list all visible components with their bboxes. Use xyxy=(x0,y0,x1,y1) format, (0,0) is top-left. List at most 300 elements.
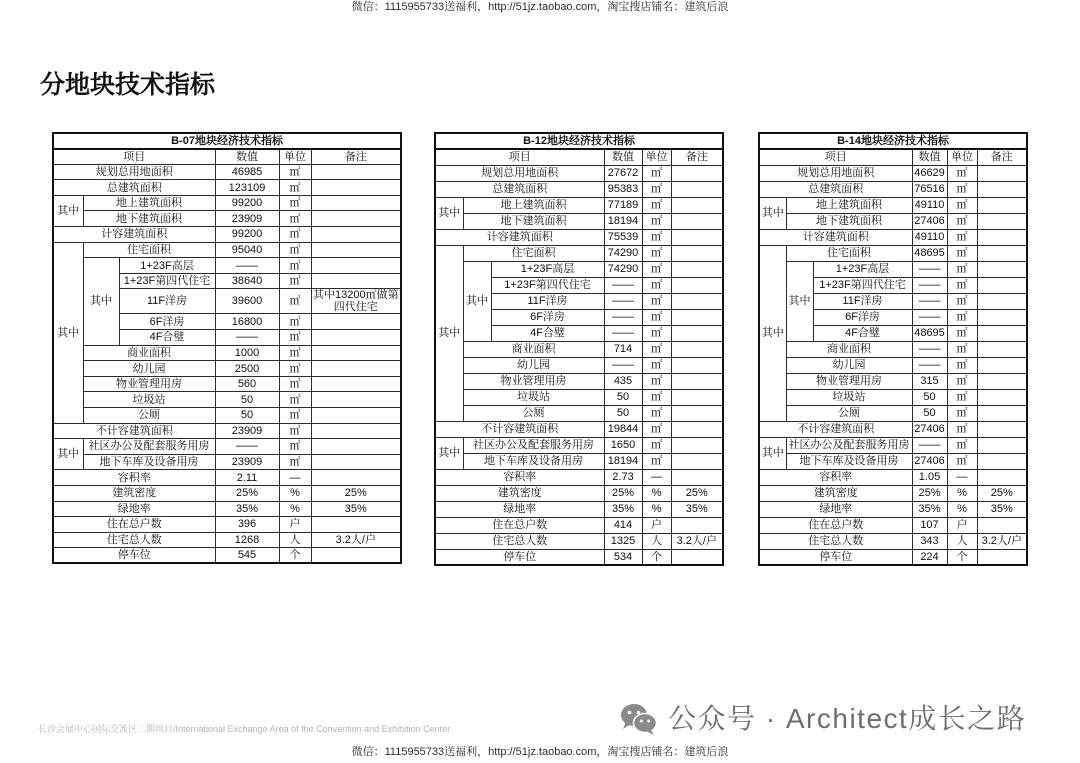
value-far-area: 99200 xyxy=(215,227,279,243)
unit-above-ground: ㎡ xyxy=(947,197,977,213)
value-refuse: 50 xyxy=(912,389,947,405)
row-label-garage: 地下车库及设备用房 xyxy=(786,453,912,469)
value-kindergarten: —— xyxy=(912,357,947,373)
table-row-property-mgmt xyxy=(53,376,401,392)
note-toilet xyxy=(977,405,1027,421)
table-row-households xyxy=(53,517,401,533)
value-property-mgmt: 560 xyxy=(215,376,279,392)
unit-commercial: ㎡ xyxy=(947,341,977,357)
table-row-population xyxy=(435,533,723,549)
value-households: 107 xyxy=(912,517,947,533)
unit-far-area: ㎡ xyxy=(642,229,671,245)
row-label-households: 住在总户数 xyxy=(435,517,604,533)
value-parking: 545 xyxy=(215,548,279,564)
note-residential xyxy=(671,245,723,261)
unit-toilet: ㎡ xyxy=(642,405,671,421)
table-row-non-far-area xyxy=(759,421,1027,437)
row-label-far-area: 计容建筑面积 xyxy=(435,229,604,245)
note-gross-area xyxy=(311,180,401,196)
table-row-residential xyxy=(759,245,1027,261)
unit-villa11: ㎡ xyxy=(642,293,671,309)
note-far xyxy=(977,469,1027,485)
row-label-heyuan4: 4F合璧 xyxy=(491,325,604,341)
unit-density: % xyxy=(279,485,311,501)
unit-non-far-area: ㎡ xyxy=(279,423,311,439)
table-row-below-ground xyxy=(759,213,1027,229)
unit-highrise: ㎡ xyxy=(947,261,977,277)
row-label-heyuan4: 4F合璧 xyxy=(813,325,912,341)
unit-below-ground: ㎡ xyxy=(642,213,671,229)
unit-garage: ㎡ xyxy=(642,453,671,469)
table-row-kindergarten xyxy=(759,357,1027,373)
group-label-outer: 其中 xyxy=(759,197,786,229)
value-above-ground: 99200 xyxy=(215,195,279,211)
table-row-below-ground xyxy=(53,211,401,227)
row-label-property-mgmt: 物业管理用房 xyxy=(83,376,215,392)
table-row-above-ground xyxy=(759,197,1027,213)
note-parking xyxy=(311,548,401,564)
header-unit: 单位 xyxy=(279,149,311,165)
note-highrise xyxy=(977,261,1027,277)
indicator-table xyxy=(52,132,402,564)
value-toilet: 50 xyxy=(912,405,947,421)
table-row-green xyxy=(759,501,1027,517)
table-row-kindergarten xyxy=(435,357,723,373)
table-row-refuse xyxy=(53,392,401,408)
table-row-households xyxy=(435,517,723,533)
row-label-villa11: 11F洋房 xyxy=(491,293,604,309)
value-population: 343 xyxy=(912,533,947,549)
value-gen4: 38640 xyxy=(215,273,279,289)
unit-population: 人 xyxy=(947,533,977,549)
unit-toilet: ㎡ xyxy=(279,408,311,424)
note-gen4 xyxy=(671,277,723,293)
value-gross-area: 76516 xyxy=(912,181,947,197)
row-label-site-area: 规划总用地面积 xyxy=(53,164,215,180)
table-b07-indicators xyxy=(52,132,402,564)
note-community xyxy=(671,437,723,453)
table-row-highrise xyxy=(435,261,723,277)
table-title-row xyxy=(53,133,401,149)
row-label-residential: 住宅面积 xyxy=(83,242,215,258)
unit-garage: ㎡ xyxy=(947,453,977,469)
value-garage: 27406 xyxy=(912,453,947,469)
unit-refuse: ㎡ xyxy=(642,389,671,405)
unit-kindergarten: ㎡ xyxy=(642,357,671,373)
note-households xyxy=(671,517,723,533)
group-label-outer: 其中 xyxy=(435,197,463,229)
table-row-far xyxy=(435,469,723,485)
unit-villa6: ㎡ xyxy=(279,314,311,330)
table-row-far-area xyxy=(53,227,401,243)
table-row-toilet xyxy=(53,408,401,424)
table-row-non-far-area xyxy=(435,421,723,437)
table-row-far xyxy=(759,469,1027,485)
row-label-toilet: 公厕 xyxy=(786,405,912,421)
table-row-site-area xyxy=(759,165,1027,181)
row-label-below-ground: 地下建筑面积 xyxy=(786,213,912,229)
note-commercial xyxy=(311,345,401,361)
note-parking xyxy=(977,549,1027,565)
row-label-far: 容积率 xyxy=(53,470,215,486)
note-gen4 xyxy=(311,273,401,289)
row-label-above-ground: 地上建筑面积 xyxy=(83,195,215,211)
unit-toilet: ㎡ xyxy=(947,405,977,421)
table-row-green xyxy=(435,501,723,517)
row-label-commercial: 商业面积 xyxy=(786,341,912,357)
row-label-kindergarten: 幼儿园 xyxy=(83,361,215,377)
note-villa11 xyxy=(671,293,723,309)
row-label-kindergarten: 幼儿园 xyxy=(463,357,604,373)
note-toilet xyxy=(311,408,401,424)
table-row-community xyxy=(435,437,723,453)
value-villa6: —— xyxy=(604,309,642,325)
unit-commercial: ㎡ xyxy=(642,341,671,357)
note-households xyxy=(311,517,401,533)
row-label-residential: 住宅面积 xyxy=(463,245,604,261)
note-commercial xyxy=(671,341,723,357)
note-heyuan4 xyxy=(671,325,723,341)
unit-green: % xyxy=(279,501,311,517)
row-label-kindergarten: 幼儿园 xyxy=(786,357,912,373)
note-far-area xyxy=(311,227,401,243)
note-garage xyxy=(311,454,401,470)
indicator-table xyxy=(434,132,724,566)
table-b12-indicators xyxy=(434,132,724,566)
table-row-far-area xyxy=(435,229,723,245)
value-kindergarten: —— xyxy=(604,357,642,373)
note-villa11: 其中13200㎡做第四代住宅 xyxy=(311,289,401,314)
note-refuse xyxy=(311,392,401,408)
note-population: 3.2人/户 xyxy=(977,533,1027,549)
value-site-area: 46629 xyxy=(912,165,947,181)
row-label-households: 住在总户数 xyxy=(759,517,912,533)
table-header-row xyxy=(53,149,401,165)
unit-villa6: ㎡ xyxy=(947,309,977,325)
unit-far-area: ㎡ xyxy=(279,227,311,243)
note-refuse xyxy=(671,389,723,405)
unit-community: ㎡ xyxy=(642,437,671,453)
unit-residential: ㎡ xyxy=(947,245,977,261)
row-label-parking: 停车位 xyxy=(759,549,912,565)
table-header-row xyxy=(435,149,723,165)
row-label-population: 住宅总人数 xyxy=(759,533,912,549)
table-row-gross-area xyxy=(435,181,723,197)
unit-community: ㎡ xyxy=(279,439,311,455)
note-property-mgmt xyxy=(311,376,401,392)
header-unit: 单位 xyxy=(947,149,977,165)
note-site-area xyxy=(671,165,723,181)
unit-green: % xyxy=(642,501,671,517)
bottom-banner: 微信：1115955733送福利，http://51jz.taobao.com，淘宝搜店铺名：建筑后浪 xyxy=(351,746,729,758)
unit-far-area: ㎡ xyxy=(947,229,977,245)
row-label-far-area: 计容建筑面积 xyxy=(759,229,912,245)
note-property-mgmt xyxy=(977,373,1027,389)
value-non-far-area: 19844 xyxy=(604,421,642,437)
note-kindergarten xyxy=(977,357,1027,373)
value-heyuan4: 48695 xyxy=(912,325,947,341)
value-households: 414 xyxy=(604,517,642,533)
table-row-households xyxy=(759,517,1027,533)
value-property-mgmt: 315 xyxy=(912,373,947,389)
unit-households: 户 xyxy=(642,517,671,533)
row-label-toilet: 公厕 xyxy=(83,408,215,424)
row-label-green: 绿地率 xyxy=(53,501,215,517)
unit-far: — xyxy=(947,469,977,485)
row-label-far-area: 计容建筑面积 xyxy=(53,227,215,243)
note-non-far-area xyxy=(311,423,401,439)
row-label-gen4: 1+23F第四代住宅 xyxy=(491,277,604,293)
note-gen4 xyxy=(977,277,1027,293)
table-title-row xyxy=(759,133,1027,149)
header-note: 备注 xyxy=(671,149,723,165)
table-row-above-ground xyxy=(53,195,401,211)
unit-gross-area: ㎡ xyxy=(642,181,671,197)
value-far: 2.73 xyxy=(604,469,642,485)
row-label-highrise: 1+23F高层 xyxy=(813,261,912,277)
value-villa6: 16800 xyxy=(215,314,279,330)
unit-villa6: ㎡ xyxy=(642,309,671,325)
header-note: 备注 xyxy=(311,149,401,165)
note-households xyxy=(977,517,1027,533)
table-title: B-12地块经济技术指标 xyxy=(435,133,723,149)
note-above-ground xyxy=(977,197,1027,213)
row-label-villa11: 11F洋房 xyxy=(813,293,912,309)
table-row-gross-area xyxy=(759,181,1027,197)
row-label-heyuan4: 4F合璧 xyxy=(119,330,215,346)
value-highrise: 74290 xyxy=(604,261,642,277)
unit-far: — xyxy=(279,470,311,486)
row-label-gen4: 1+23F第四代住宅 xyxy=(119,273,215,289)
note-heyuan4 xyxy=(977,325,1027,341)
unit-refuse: ㎡ xyxy=(947,389,977,405)
note-far xyxy=(671,469,723,485)
wechat-icon xyxy=(620,702,658,736)
row-label-property-mgmt: 物业管理用房 xyxy=(786,373,912,389)
value-villa11: —— xyxy=(604,293,642,309)
header-item: 项目 xyxy=(435,149,604,165)
value-residential: 95040 xyxy=(215,242,279,258)
group-label-inner: 其中 xyxy=(463,261,491,341)
unit-parking: 个 xyxy=(947,549,977,565)
note-population: 3.2人/户 xyxy=(311,532,401,548)
note-villa11 xyxy=(977,293,1027,309)
value-residential: 48695 xyxy=(912,245,947,261)
unit-below-ground: ㎡ xyxy=(279,211,311,227)
unit-above-ground: ㎡ xyxy=(642,197,671,213)
note-below-ground xyxy=(671,213,723,229)
unit-green: % xyxy=(947,501,977,517)
row-label-density: 建筑密度 xyxy=(53,485,215,501)
row-label-gross-area: 总建筑面积 xyxy=(53,180,215,196)
table-row-commercial xyxy=(435,341,723,357)
value-site-area: 46985 xyxy=(215,164,279,180)
note-villa6 xyxy=(977,309,1027,325)
note-population: 3.2人/户 xyxy=(671,533,723,549)
table-title: B-14地块经济技术指标 xyxy=(759,133,1027,149)
unit-site-area: ㎡ xyxy=(279,164,311,180)
value-heyuan4: —— xyxy=(604,325,642,341)
unit-non-far-area: ㎡ xyxy=(642,421,671,437)
table-row-population xyxy=(53,532,401,548)
table-row-density xyxy=(53,485,401,501)
value-households: 396 xyxy=(215,517,279,533)
table-title-row xyxy=(435,133,723,149)
table-row-toilet xyxy=(435,405,723,421)
unit-property-mgmt: ㎡ xyxy=(279,376,311,392)
value-below-ground: 18194 xyxy=(604,213,642,229)
value-commercial: 1000 xyxy=(215,345,279,361)
row-label-below-ground: 地下建筑面积 xyxy=(463,213,604,229)
table-row-residential xyxy=(53,242,401,258)
unit-density: % xyxy=(642,485,671,501)
note-villa6 xyxy=(311,314,401,330)
row-label-refuse: 垃圾站 xyxy=(786,389,912,405)
table-row-non-far-area xyxy=(53,423,401,439)
top-banner: 微信：1115955733送福利，http://51jz.taobao.com，淘宝搜店铺名：建筑后浪 xyxy=(351,1,729,13)
header-value: 数值 xyxy=(215,149,279,165)
note-density: 25% xyxy=(977,485,1027,501)
value-below-ground: 27406 xyxy=(912,213,947,229)
row-label-refuse: 垃圾站 xyxy=(83,392,215,408)
note-far-area xyxy=(671,229,723,245)
table-row-garage xyxy=(53,454,401,470)
value-heyuan4: —— xyxy=(215,330,279,346)
row-label-residential: 住宅面积 xyxy=(786,245,912,261)
table-row-highrise xyxy=(759,261,1027,277)
value-below-ground: 23909 xyxy=(215,211,279,227)
unit-households: 户 xyxy=(279,517,311,533)
row-label-gen4: 1+23F第四代住宅 xyxy=(813,277,912,293)
value-far-area: 75539 xyxy=(604,229,642,245)
unit-villa11: ㎡ xyxy=(947,293,977,309)
note-above-ground xyxy=(311,195,401,211)
note-heyuan4 xyxy=(311,330,401,346)
unit-population: 人 xyxy=(642,533,671,549)
value-villa11: —— xyxy=(912,293,947,309)
table-row-garage xyxy=(759,453,1027,469)
table-row-commercial xyxy=(759,341,1027,357)
group-label-outer: 其中 xyxy=(759,245,786,421)
table-row-far-area xyxy=(759,229,1027,245)
table-row-toilet xyxy=(759,405,1027,421)
note-gross-area xyxy=(671,181,723,197)
value-toilet: 50 xyxy=(604,405,642,421)
unit-gen4: ㎡ xyxy=(279,273,311,289)
table-row-highrise xyxy=(53,258,401,274)
table-row-density xyxy=(759,485,1027,501)
row-label-villa6: 6F洋房 xyxy=(813,309,912,325)
unit-property-mgmt: ㎡ xyxy=(642,373,671,389)
row-label-far: 容积率 xyxy=(435,469,604,485)
table-header-row xyxy=(759,149,1027,165)
value-residential: 74290 xyxy=(604,245,642,261)
table-row-population xyxy=(759,533,1027,549)
row-label-property-mgmt: 物业管理用房 xyxy=(463,373,604,389)
note-highrise xyxy=(311,258,401,274)
group-label-outer: 其中 xyxy=(435,245,463,421)
value-non-far-area: 27406 xyxy=(912,421,947,437)
row-label-highrise: 1+23F高层 xyxy=(491,261,604,277)
row-label-above-ground: 地上建筑面积 xyxy=(786,197,912,213)
row-label-gross-area: 总建筑面积 xyxy=(435,181,604,197)
unit-heyuan4: ㎡ xyxy=(279,330,311,346)
value-gross-area: 123109 xyxy=(215,180,279,196)
unit-residential: ㎡ xyxy=(642,245,671,261)
row-label-gross-area: 总建筑面积 xyxy=(759,181,912,197)
table-row-kindergarten xyxy=(53,361,401,377)
row-label-non-far-area: 不计容建筑面积 xyxy=(435,421,604,437)
table-title: B-07地块经济技术指标 xyxy=(53,133,401,149)
note-far xyxy=(311,470,401,486)
note-community xyxy=(311,439,401,455)
row-label-green: 绿地率 xyxy=(759,501,912,517)
group-label-outer: 其中 xyxy=(53,195,83,226)
value-parking: 224 xyxy=(912,549,947,565)
unit-parking: 个 xyxy=(279,548,311,564)
unit-garage: ㎡ xyxy=(279,454,311,470)
note-green: 35% xyxy=(311,501,401,517)
unit-gen4: ㎡ xyxy=(947,277,977,293)
row-label-density: 建筑密度 xyxy=(435,485,604,501)
table-row-property-mgmt xyxy=(759,373,1027,389)
note-gross-area xyxy=(977,181,1027,197)
value-population: 1325 xyxy=(604,533,642,549)
group-label-inner: 其中 xyxy=(83,258,119,345)
value-community: —— xyxy=(912,437,947,453)
unit-property-mgmt: ㎡ xyxy=(947,373,977,389)
row-label-villa6: 6F洋房 xyxy=(119,314,215,330)
unit-kindergarten: ㎡ xyxy=(279,361,311,377)
header-value: 数值 xyxy=(912,149,947,165)
note-non-far-area xyxy=(977,421,1027,437)
group-label-outer: 其中 xyxy=(53,242,83,423)
unit-highrise: ㎡ xyxy=(279,258,311,274)
unit-non-far-area: ㎡ xyxy=(947,421,977,437)
row-label-population: 住宅总人数 xyxy=(53,532,215,548)
value-parking: 534 xyxy=(604,549,642,565)
table-row-community xyxy=(53,439,401,455)
value-community: —— xyxy=(215,439,279,455)
row-label-highrise: 1+23F高层 xyxy=(119,258,215,274)
unit-gross-area: ㎡ xyxy=(947,181,977,197)
header-unit: 单位 xyxy=(642,149,671,165)
value-above-ground: 49110 xyxy=(912,197,947,213)
row-label-villa6: 6F洋房 xyxy=(491,309,604,325)
watermark xyxy=(620,701,1026,737)
table-row-parking xyxy=(759,549,1027,565)
unit-site-area: ㎡ xyxy=(947,165,977,181)
group-label-inner: 其中 xyxy=(786,261,813,341)
row-label-non-far-area: 不计容建筑面积 xyxy=(759,421,912,437)
row-label-site-area: 规划总用地面积 xyxy=(759,165,912,181)
value-population: 1268 xyxy=(215,532,279,548)
table-row-property-mgmt xyxy=(435,373,723,389)
row-label-garage: 地下车库及设备用房 xyxy=(463,453,604,469)
row-label-parking: 停车位 xyxy=(435,549,604,565)
note-community xyxy=(977,437,1027,453)
value-gen4: —— xyxy=(604,277,642,293)
note-far-area xyxy=(977,229,1027,245)
table-row-parking xyxy=(53,548,401,564)
page-title: 分地块技术指标 xyxy=(40,71,216,99)
value-garage: 23909 xyxy=(215,454,279,470)
unit-households: 户 xyxy=(947,517,977,533)
unit-gen4: ㎡ xyxy=(642,277,671,293)
row-label-refuse: 垃圾站 xyxy=(463,389,604,405)
row-label-garage: 地下车库及设备用房 xyxy=(83,454,215,470)
value-villa6: —— xyxy=(912,309,947,325)
